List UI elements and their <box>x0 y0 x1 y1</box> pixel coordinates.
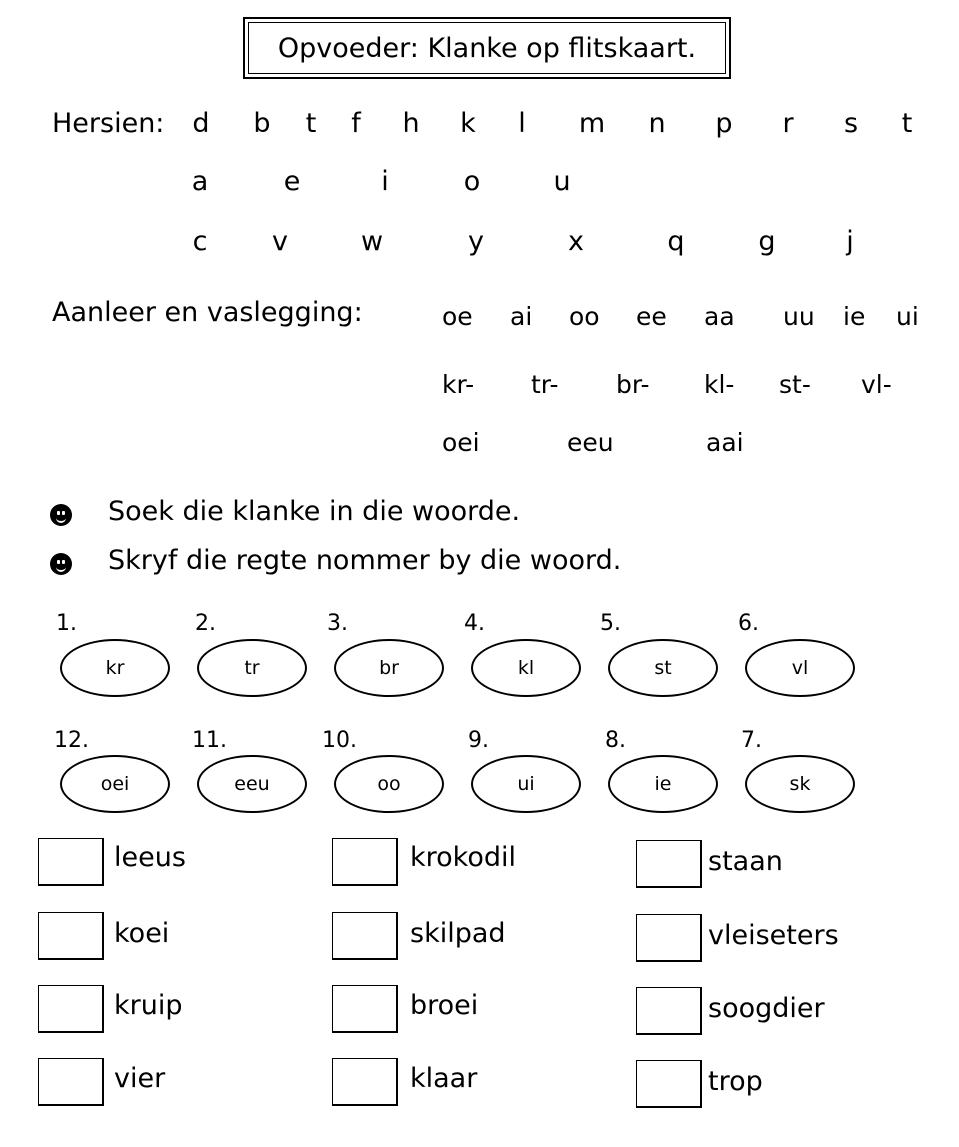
review-vowel: e <box>283 166 301 197</box>
learn-sound: aa <box>704 302 735 331</box>
word-label: leeus <box>114 842 186 873</box>
review-letter: m <box>578 108 606 139</box>
review-letter: h <box>402 108 420 139</box>
instruction-text: Soek die klanke in die woorde. <box>108 496 521 527</box>
sound-oval: st <box>608 639 718 697</box>
learn-blend: kl- <box>704 370 735 399</box>
sound-oval: sk <box>745 755 855 813</box>
learn-sound: ie <box>843 302 866 331</box>
instruction-text: Skryf die regte nommer by die woord. <box>108 545 622 576</box>
oval-number: 5. <box>600 611 621 636</box>
learn-blend: tr- <box>531 370 559 399</box>
review-letter-extra: j <box>846 226 854 257</box>
review-letter: n <box>648 108 666 139</box>
learn-trigraph: aai <box>706 428 744 457</box>
word-label: skilpad <box>410 918 506 949</box>
review-letter-extra: g <box>758 226 776 257</box>
learn-sound: ai <box>510 302 533 331</box>
answer-box[interactable] <box>332 1058 398 1106</box>
review-letter: p <box>715 108 733 139</box>
learn-trigraph: oei <box>442 428 480 457</box>
review-letter: d <box>192 108 210 139</box>
answer-box[interactable] <box>38 912 104 960</box>
sound-oval: br <box>334 639 444 697</box>
oval-number: 4. <box>464 611 485 636</box>
learn-sound: ui <box>896 302 919 331</box>
smiley-icon <box>50 504 72 526</box>
learn-blend: st- <box>779 370 811 399</box>
oval-number: 12. <box>54 728 89 753</box>
word-label: trop <box>708 1066 763 1097</box>
answer-box[interactable] <box>332 838 398 886</box>
learn-trigraph: eeu <box>567 428 614 457</box>
answer-box[interactable] <box>636 914 702 962</box>
learn-sound: oe <box>442 302 473 331</box>
review-letter-extra: c <box>192 226 208 257</box>
word-label: kruip <box>114 990 183 1021</box>
review-letter-extra: y <box>468 226 484 257</box>
oval-number: 1. <box>56 611 77 636</box>
review-letter-extra: x <box>568 226 584 257</box>
review-label: Hersien: <box>52 108 165 139</box>
page-title: Opvoeder: Klanke op flitskaart. <box>277 32 697 64</box>
oval-number: 2. <box>195 611 216 636</box>
answer-box[interactable] <box>636 840 702 888</box>
sound-oval: kl <box>471 639 581 697</box>
learn-blend: br- <box>616 370 650 399</box>
word-label: vier <box>114 1063 166 1094</box>
learn-sound: ee <box>636 302 667 331</box>
sound-oval: eeu <box>197 755 307 813</box>
smiley-icon <box>50 553 72 575</box>
answer-box[interactable] <box>332 912 398 960</box>
learn-label: Aanleer en vaslegging: <box>52 297 363 328</box>
word-label: krokodil <box>410 842 516 873</box>
review-vowel: u <box>553 166 571 197</box>
review-letter-extra: w <box>360 226 384 257</box>
answer-box[interactable] <box>332 985 398 1033</box>
sound-oval: kr <box>60 639 170 697</box>
review-letter: l <box>518 108 526 139</box>
word-label: soogdier <box>708 993 825 1024</box>
sound-oval: oo <box>334 755 444 813</box>
sound-oval: ie <box>608 755 718 813</box>
answer-box[interactable] <box>636 987 702 1035</box>
review-letter: t <box>305 108 317 139</box>
review-letter: f <box>351 108 361 139</box>
title-box <box>243 17 731 79</box>
answer-box[interactable] <box>38 838 104 886</box>
oval-number: 8. <box>605 728 626 753</box>
review-letter: b <box>253 108 271 139</box>
learn-sound: oo <box>569 302 600 331</box>
learn-sound: uu <box>783 302 815 331</box>
review-letter: t <box>901 108 913 139</box>
review-letter-extra: v <box>272 226 288 257</box>
review-letter: r <box>782 108 794 139</box>
answer-box[interactable] <box>38 985 104 1033</box>
oval-number: 3. <box>327 611 348 636</box>
review-vowel: o <box>463 166 481 197</box>
learn-blend: vl- <box>861 370 892 399</box>
oval-number: 7. <box>741 728 762 753</box>
word-label: staan <box>708 846 783 877</box>
answer-box[interactable] <box>38 1058 104 1106</box>
learn-blend: kr- <box>442 370 475 399</box>
oval-number: 9. <box>468 728 489 753</box>
sound-oval: tr <box>197 639 307 697</box>
word-label: klaar <box>410 1063 478 1094</box>
review-letter: s <box>843 108 859 139</box>
review-letter-extra: q <box>667 226 685 257</box>
answer-box[interactable] <box>636 1060 702 1108</box>
word-label: broei <box>410 990 479 1021</box>
word-label: koei <box>114 918 170 949</box>
sound-oval: vl <box>745 639 855 697</box>
sound-oval: oei <box>60 755 170 813</box>
oval-number: 6. <box>738 611 759 636</box>
review-letter: k <box>460 108 476 139</box>
review-vowel: i <box>381 166 389 197</box>
review-vowel: a <box>191 166 209 197</box>
oval-number: 10. <box>322 728 357 753</box>
word-label: vleiseters <box>708 920 839 951</box>
sound-oval: ui <box>471 755 581 813</box>
oval-number: 11. <box>192 728 227 753</box>
